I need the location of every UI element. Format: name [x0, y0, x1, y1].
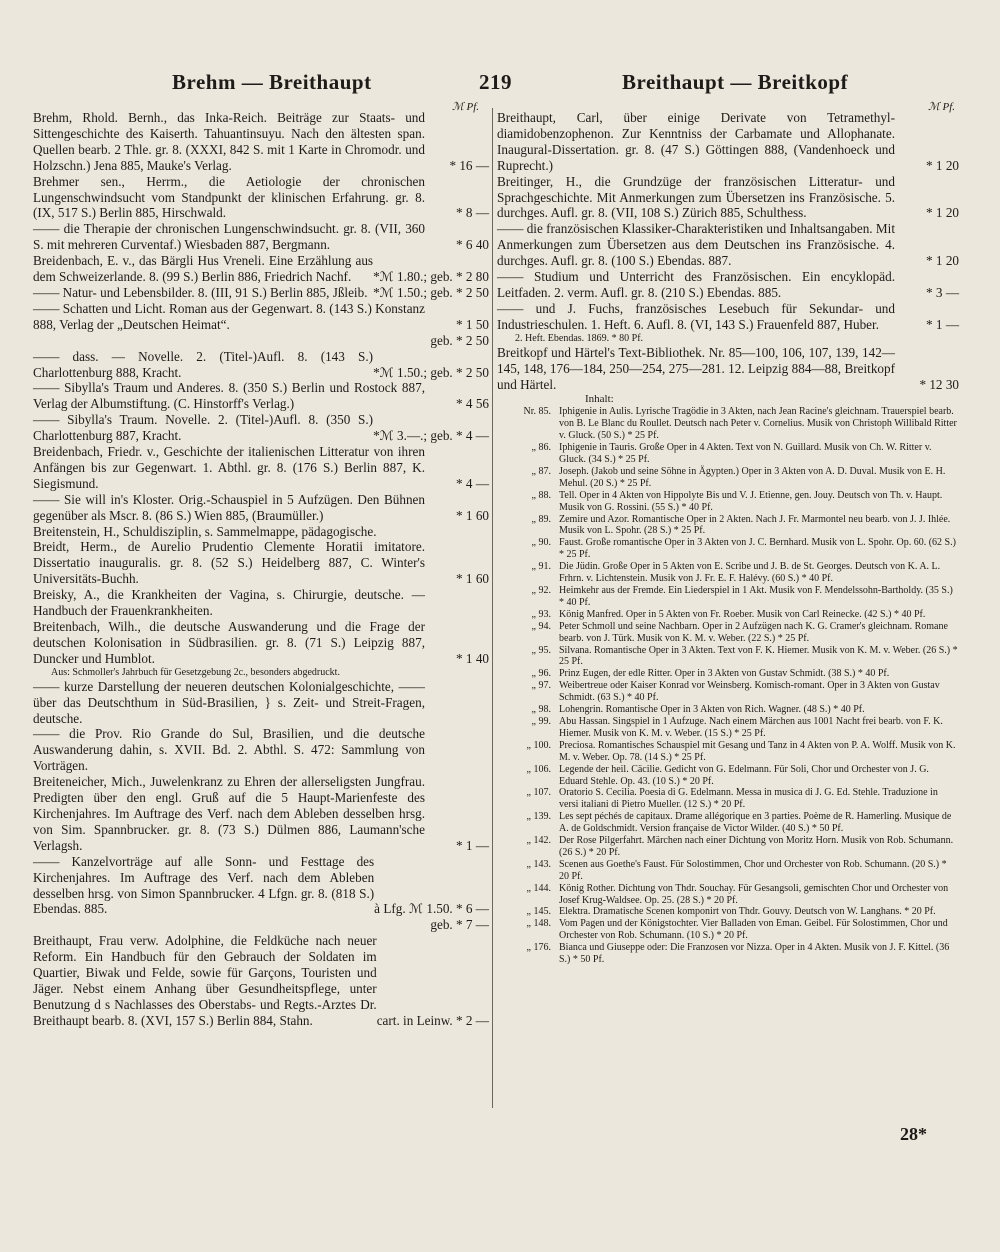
entry-text: Breiteneicher, Mich., Juwelenkranz zu Ehren der allerseligsten Jungfrau. Predigten über den engl. Gruß auf die 5 Haupt-Marienfeste des Kirchenjahres. Im Auftrage des Verf. nach dem Ableben desselben hrsg. von Sim. Spannbrucker. gr. 8. (73 S.) Dülmen 886, Laumann'sche Verlagsh.: [33, 774, 425, 853]
catalog-entry: [33, 110, 489, 174]
item-number: „ 95.: [531, 644, 551, 656]
catalog-entry: [33, 587, 489, 619]
contents-item: [497, 883, 959, 907]
item-text: König Rother. Dichtung von Thdr. Souchay. Für Gesangsoli, gemischten Chor und Orchester von Josef Krug-Waldsee. Op. 25. (28 S.) * 20 Pf.: [559, 882, 949, 906]
entry-text: Breitenstein, H., Schuldisziplin, s. Sammelmappe, pädagogische.: [33, 523, 377, 539]
inhalt-label: Inhalt:: [585, 393, 614, 406]
catalog-entry: [33, 492, 489, 524]
item-number: „ 144.: [526, 882, 551, 894]
contents-item: [497, 442, 959, 466]
item-number: Nr. 85.: [523, 406, 551, 418]
catalog-entry: [33, 380, 489, 412]
entry-note: Aus: Schmoller's Jahrbuch für Gesetzgebung 2c., besonders abgedruckt.: [51, 666, 340, 678]
signature-mark: 28*: [900, 1124, 927, 1144]
contents-item: [497, 764, 959, 788]
item-text: Die Jüdin. Große Oper in 5 Akten von E. Scribe und J. B. de St. Georges. Deutsch von K. A. L. Frhrn. v. Lichtenstein. Musik von J. Fr. E. F. Halévy. (60 S.) * 40 Pf.: [559, 561, 941, 585]
item-text: Peter Schmoll und seine Nachbarn. Oper in 2 Aufzügen nach K. G. Cramer's gleichnam. Romane bearb. von J. Türk. Musik von K. M. v. Weber. (22 S.) * 25 Pf.: [559, 620, 948, 644]
item-text: Zemire und Azor. Romantische Oper in 2 Akten. Nach J. Fr. Marmontel neu bearb. von J. J. Ihlée. Musik von L. Spohr. (28 S.) * 25 Pf.: [559, 513, 951, 537]
item-number: „ 88.: [531, 489, 551, 501]
item-number: „ 142.: [526, 835, 551, 847]
catalog-entry: [33, 917, 489, 933]
item-number: „ 148.: [526, 918, 551, 930]
entry-price: * 1 40: [456, 650, 489, 666]
item-number: „ 100.: [526, 739, 551, 751]
entry-price: * 1 60: [456, 571, 489, 587]
entry-text: —— kurze Darstellung der neueren deutschen Kolonialgeschichte, —— über das Deutschthum in Süd-Brasilien, } s. Zeit- und Streit-Fragen, deutsche.: [33, 678, 425, 726]
right-column: [497, 110, 959, 966]
contents-item: [497, 490, 959, 514]
item-number: „ 92.: [531, 585, 551, 596]
entry-price: *ℳ 3.—.; geb. * 4 —: [373, 428, 489, 444]
item-number: „ 94.: [531, 620, 551, 632]
contents-item: [497, 621, 959, 645]
item-text: Vom Pagen und der Königstochter. Vier Balladen von Eman. Geibel. Für Solostimmen, Chor und Orchester von Rob. Schumann. (10 S.) * 20 Pf.: [559, 918, 948, 942]
contents-list: [497, 406, 959, 966]
entry-price: à Lfg. ℳ 1.50. * 6 —: [374, 901, 489, 917]
catalog-entry: [33, 619, 489, 667]
item-text: Heimkehr aus der Fremde. Ein Liederspiel in 1 Akt. Musik von F. Mendelssohn-Bartholdy. (35 S.) * 40 Pf.: [559, 585, 953, 608]
contents-item: [497, 918, 959, 942]
catalog-entry: [497, 174, 959, 222]
entry-price: * 6 40: [456, 237, 489, 253]
entry-text: Breidenbach, E. v., das Bärgli Hus Vreneli. Eine Erzählung aus dem Schweizerlande. 8. (99 S.) Berlin 886, Friedrich Nachf.: [33, 253, 374, 285]
entry-text: —— die Therapie der chronischen Lungenschwindsucht. gr. 8. (VII, 360 S. mit mehreren Curventaf.) Wiesbaden 887, Bergmann.: [33, 221, 425, 253]
contents-item: [497, 680, 959, 704]
entry-text: —— Sibylla's Traum. Novelle. 2. (Titel-)Aufl. 8. (350 S.) Charlottenburg 887, Kracht.: [33, 412, 374, 444]
entry-text: Breidenbach, Friedr. v., Geschichte der italienischen Litteratur von ihren Anfängen bis zur Gegenwart. 1. Abthl. gr. 8. (176 S.) Berlin 887, K. Siegismund.: [33, 444, 425, 491]
contents-item: [497, 466, 959, 490]
item-text: Bianca und Giuseppe oder: Die Franzosen vor Nizza. Oper in 4 Akten. Musik von J. F. Kittel. (36 S.) * 50 Pf.: [559, 942, 950, 966]
catalog-entry: [33, 933, 489, 1028]
entry-price: * 1 20: [926, 205, 959, 221]
entry-price: *ℳ 1.50.; geb. * 2 50: [373, 284, 489, 300]
entry-price: geb. * 7 —: [430, 917, 489, 933]
entry-price: * 4 —: [456, 475, 489, 491]
item-text: Der Rose Pilgerfahrt. Märchen nach einer Dichtung von Moritz Horn. Musik von Rob. Schumann. (26 S.) * 20 Pf.: [559, 835, 954, 858]
item-text: Abu Hassan. Singspiel in 1 Aufzuge. Nach einem Märchen aus 1001 Nacht frei bearb. von F. K. Hiemer. Musik von K. M. v. Weber. (15 S.) * 25 Pf.: [559, 715, 943, 739]
entry-price: cart. in Leinw. * 2 —: [376, 1012, 489, 1028]
entry-note: 2. Heft. Ebendas. 1869. * 80 Pf.: [515, 332, 644, 344]
entry-text: Breidt, Herm., de Aurelio Prudentio Clemente Horatii imitatore. Dissertatio inauguralis. gr. 8. (52 S.) Heidelberg 887, C. Winter's Universitäts-Buchh.: [33, 539, 425, 587]
catalog-entry: [497, 345, 959, 393]
contents-item: [497, 835, 959, 859]
catalog-entry: [33, 679, 489, 727]
left-column: [33, 110, 489, 1029]
item-number: „ 106.: [526, 763, 551, 775]
item-text: Joseph. (Jakob und seine Söhne in Ägypten.) Oper in 3 Akten von A. D. Duval. Musik von E. H. Mehul. (20 S.) * 25 Pf.: [559, 465, 946, 489]
left-running-header: Brehm — Breithaupt: [172, 70, 372, 94]
entry-price: * 12 30: [919, 376, 959, 392]
catalog-entry: [33, 221, 489, 253]
item-number: „ 176.: [526, 942, 551, 954]
entry-price: * 1 —: [456, 837, 489, 853]
item-text: König Manfred. Oper in 5 Akten von Fr. Roeber. Musik von Carl Reinecke. (42 S.) * 40 Pf.: [559, 608, 926, 620]
item-text: Elektra. Dramatische Scenen komponirt von Thdr. Gouvy. Deutsch von W. Langhans. * 20 Pf.: [559, 906, 936, 918]
entry-text: Breithaupt, Frau verw. Adolphine, die Feldküche nach neuer Reform. Ein Handbuch für den Gebrauch der Soldaten im Quartier, Biwak und Felde, sowie für Garçons, Touristen und Jäger. Nebst einem Anhang über Gesundheitspflege, unter Benutzung d s Nachlasses des Oberstabs- und Regts.-Arztes Dr. Breithaupt bearb. 8. (XVI, 157 S.) Berlin 884, Stahn.: [33, 933, 377, 1028]
catalog-entry: [33, 854, 489, 918]
catalog-entry: [33, 726, 489, 774]
entry-price: * 1 —: [926, 316, 959, 332]
contents-item: [497, 716, 959, 740]
item-text: Faust. Große romantische Oper in 3 Akten von J. C. Bernhard. Musik von L. Spohr. Op. 60. (62 S.) * 25 Pf.: [559, 537, 956, 561]
item-text: Iphigenie in Aulis. Lyrische Tragödie in 3 Akten, nach Jean Racine's gleichnam. Trauerspiel bearb. von B. Le Blanc du Roullet. Deutsch nach Peter v. Cornelius. Musik von Christoph Willibald Ritter v. Gluck. (50 S.) * 25 Pf.: [559, 406, 957, 442]
item-number: „ 87.: [531, 465, 551, 477]
entry-text: —— Sie will in's Kloster. Orig.-Schauspiel in 5 Aufzügen. Den Bühnen gegenüber als Mscr. 8. (86 S.) Wien 885, (Braumüller.): [33, 491, 425, 523]
item-number: „ 93.: [531, 608, 551, 620]
entry-price: *ℳ 1.50.; geb. * 2 50: [373, 364, 489, 380]
item-text: Legende der heil. Cäcilie. Gedicht von G. Edelmann. Für Soli, Chor und Orchester von J. G. Eduard Stehle. Op. 43. (10 S.) * 20 Pf.: [559, 763, 929, 787]
catalog-entry: [33, 774, 489, 854]
contents-item: [497, 561, 959, 585]
catalog-entry: [33, 444, 489, 492]
entry-text: —— Schatten und Licht. Roman aus der Gegenwart. 8. (143 S.) Konstanz 888, Verlag der „Deutschen Heimat“.: [33, 300, 425, 332]
entry-text: —— Natur- und Lebensbilder. 8. (III, 91 S.) Berlin 885, Jßleib.: [33, 284, 368, 300]
entry-text: Breithaupt, Carl, über einige Derivate von Tetramethyl-diamidobenzophenon. Zur Kenntniss der Carbamate und Allophanate. Inaugural-Dissertation. gr. 8. (47 S.) Göttingen 888, (Vandenhoeck und Ruprecht.): [497, 110, 895, 173]
item-number: „ 145.: [526, 906, 551, 918]
item-number: „ 139.: [526, 811, 551, 823]
item-text: Tell. Oper in 4 Akten von Hippolyte Bis und V. J. Etienne, gen. Jouy. Deutsch von Th. v. Haupt. Musik von G. Rossini. (55 S.) * 40 Pf.: [559, 489, 943, 513]
item-number: „ 107.: [526, 787, 551, 799]
entry-text: —— die Prov. Rio Grande do Sul, Brasilien, und die deutsche Auswanderung dahin, s. XVII. Bd. 2. Abthl. S. 472: Sammlung von Vorträgen.: [33, 726, 425, 774]
column-divider: [492, 108, 493, 1108]
catalog-entry: [33, 412, 489, 444]
entry-price: *ℳ 1.80.; geb. * 2 80: [373, 269, 489, 285]
item-text: Prinz Eugen, der edle Ritter. Oper in 3 Akten von Gustav Schmidt. (38 S.) * 40 Pf.: [559, 668, 890, 680]
catalog-entry: [33, 349, 489, 381]
contents-item: [497, 787, 959, 811]
catalog-entry: [33, 333, 489, 349]
catalog-entry: [497, 110, 959, 174]
entry-price: * 1 20: [926, 157, 959, 173]
contents-item: [497, 906, 959, 918]
item-number: „ 96.: [531, 668, 551, 680]
catalog-entry: [33, 174, 489, 222]
contents-item: [497, 645, 959, 669]
contents-item: [497, 609, 959, 621]
contents-item: [497, 740, 959, 764]
entry-price: * 8 —: [456, 205, 489, 221]
entry-text: —— und J. Fuchs, französisches Lesebuch für Sekundar- und Industrieschulen. 1. Heft. 6. Aufl. 8. (VI, 143 S.) Frauenfeld 887, Huber.: [497, 300, 895, 332]
entry-text: Breitinger, H., die Grundzüge der französischen Litteratur- und Sprachgeschichte. Mit Anmerkungen zum Übersetzen ins Französische. 5. durchges. Aufl. gr. 8. (VII, 108 S.) Zürich 885, Schulthess.: [497, 173, 895, 221]
currency-header-left: ℳ Pf.: [452, 101, 480, 113]
entry-price: geb. * 2 50: [430, 332, 489, 348]
contents-item: [497, 704, 959, 716]
item-number: „ 90.: [531, 537, 551, 549]
entry-text: Brehm, Rhold. Bernh., das Inka-Reich. Beiträge zur Staats- und Sittengeschichte des Kaiserth. Tahuantinsuyu. Nach den ältesten span. Quellen bearb. 2 Thle. gr. 8. (XXXI, 842 S. mit 1 Karte in Chromodr. und Holzschn.) Jena 885, Mauke's Verlag.: [33, 110, 425, 173]
item-text: Preciosa. Romantisches Schauspiel mit Gesang und Tanz in 4 Akten von P. A. Wolff. Musik von K. M. v. Weber. Op. 78. (14 S.) * 25 Pf.: [559, 739, 956, 763]
right-running-header: Breithaupt — Breitkopf: [622, 70, 849, 94]
catalog-entry: [497, 221, 959, 269]
item-number: „ 97.: [531, 680, 551, 692]
catalog-entry: [33, 539, 489, 587]
currency-header-right: ℳ Pf.: [928, 101, 956, 113]
item-number: „ 98.: [531, 704, 551, 716]
item-number: „ 89.: [531, 513, 551, 525]
entry-text: —— Studium und Unterricht des Französischen. Ein encyklopäd. Leitfaden. 2. verm. Aufl. gr. 8. (210 S.) Ebendas. 885.: [497, 269, 895, 300]
catalog-entry: [33, 301, 489, 333]
catalog-entry: [33, 524, 489, 540]
contents-item: [497, 514, 959, 538]
entry-price: * 4 56: [456, 396, 489, 412]
contents-item: [497, 859, 959, 883]
entry-price: * 1 20: [926, 253, 959, 269]
entry-text: —— die französischen Klassiker-Charakteristiken und Inhaltsangaben. Mit Anmerkungen zum Übersetzen aus dem Deutschen ins Französische. 4. durchges. Aufl. gr. 8. (100 S.) Ebendas. 887.: [497, 221, 895, 269]
item-text: Iphigenie in Tauris. Große Oper in 4 Akten. Text von N. Guillard. Musik von Ch. W. Ritter v. Gluck. (34 S.) * 25 Pf.: [559, 442, 932, 466]
entry-price: * 16 —: [449, 157, 489, 173]
catalog-entry: [497, 301, 959, 333]
contents-item: [497, 406, 959, 442]
contents-item: [497, 668, 959, 680]
item-text: Silvana. Romantische Oper in 3 Akten. Text von F. K. Hiemer. Musik von K. M. v. Weber. (26 S.) * 25 Pf.: [559, 644, 958, 668]
item-number: „ 143.: [526, 858, 551, 870]
contents-item: [497, 537, 959, 561]
entry-price: * 1 60: [456, 507, 489, 523]
item-text: Weibertreue oder Kaiser Konrad vor Weinsberg. Komisch-romant. Oper in 3 Akten von Gustav Schmidt. (63 S.) * 40 Pf.: [559, 680, 940, 704]
catalog-entry: [33, 253, 489, 285]
entry-price: * 3 —: [926, 284, 959, 300]
item-number: „ 91.: [531, 561, 551, 573]
entry-text: Breisky, A., die Krankheiten der Vagina, s. Chirurgie, deutsche. — Handbuch der Frauenkrankheiten.: [33, 587, 425, 619]
entry-text: Breitkopf und Härtel's Text-Bibliothek. Nr. 85—100, 106, 107, 139, 142—145, 148, 176—184, 250—254, 275—281. 12. Leipzig 884—88, Breitkopf und Härtel.: [497, 344, 895, 392]
catalog-entry: [33, 285, 489, 301]
entry-text: —— dass. — Novelle. 2. (Titel-)Aufl. 8. (143 S.) Charlottenburg 888, Kracht.: [33, 348, 374, 380]
page-number: 219: [479, 70, 512, 94]
catalog-entry: [497, 269, 959, 301]
entry-text: Breitenbach, Wilh., die deutsche Auswanderung und die Frage der deutschen Kolonisation in Südbrasilien. gr. 8. (71 S.) Leipzig 887, Duncker und Humblot.: [33, 619, 425, 666]
item-text: Lohengrin. Romantische Oper in 3 Akten von Rich. Wagner. (48 S.) * 40 Pf.: [559, 704, 865, 716]
entry-text: Brehmer sen., Herrm., die Aetiologie der chronischen Lungenschwindsucht vom Standpunkt der klinischen Erfahrung. gr. 8. (IX, 517 S.) Berlin 885, Hirschwald.: [33, 173, 425, 221]
entry-text: —— Kanzelvorträge auf alle Sonn- und Festtage des Kirchenjahres. Im Auftrage des Verf. nach dem Ableben desselben hrsg. von Simon Spannbrucker. 4 Lfgn. gr. 8. (818 S.) Ebendas. 885.: [33, 853, 375, 917]
item-text: Les sept péchés de capitaux. Drame allégorique en 3 parties. Poème de R. Hamerling. Musique de A. de Goldschmidt. Version française de Victor Wilder. (40 S.) * 50 Pf.: [559, 811, 952, 835]
contents-item: [497, 811, 959, 835]
entry-text: —— Sibylla's Traum und Anderes. 8. (350 S.) Berlin und Rostock 887, Verlag der Albumstiftung. (C. Hinstorff's Verlag.): [33, 380, 425, 412]
item-text: Scenen aus Goethe's Faust. Für Solostimmen, Chor und Orchester von Rob. Schumann. (20 S.) * 20 Pf.: [559, 858, 947, 882]
item-text: Oratorio S. Cecilia. Poesia di G. Edelmann. Messa in musica di J. G. Ed. Stehle. Traduzione in versi italiani di Pietro Mueller. (12 S.) * 20 Pf.: [559, 787, 938, 811]
contents-item: [497, 585, 959, 609]
item-number: „ 86.: [531, 442, 551, 454]
item-number: „ 99.: [531, 715, 551, 727]
contents-item: [497, 942, 959, 966]
entry-price: * 1 50: [456, 316, 489, 332]
